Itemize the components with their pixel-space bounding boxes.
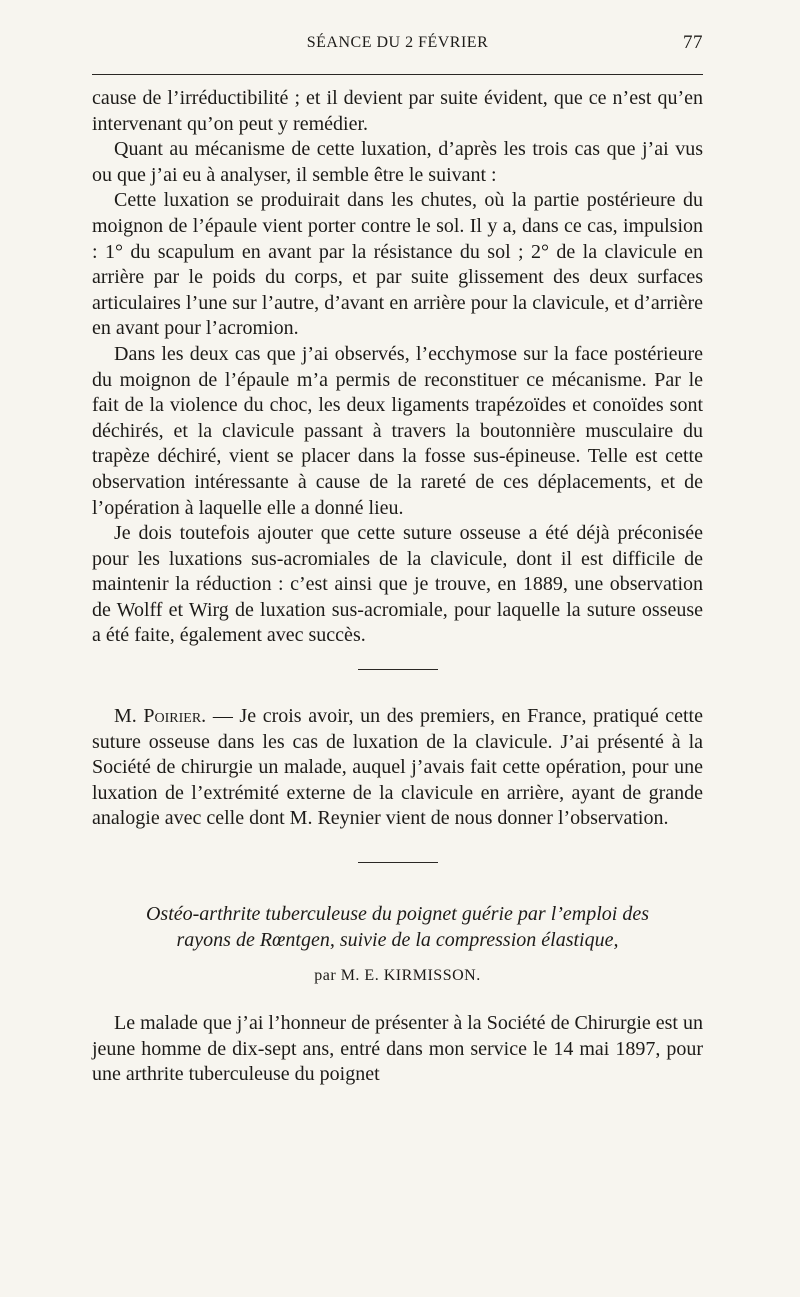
running-title: SÉANCE DU 2 FÉVRIER: [306, 34, 489, 51]
running-head: [92, 34, 703, 58]
article-title-line-2: rayons de Rœntgen, suivie de la compression élastique,: [176, 929, 619, 952]
header-rule: [92, 74, 703, 75]
paragraph-5: Je dois toutefois ajouter que cette suture osseuse a été déjà préconisée pour les luxations sus-acromiales de la clavicule, dont il est difficile de maintenir la réduction : c’est ainsi que je trouve, en 1889, une observation de Wolff et Wirg de luxation sus-acromiale, pour laquelle la suture osseuse a été faite, également avec succès.: [92, 522, 703, 647]
paragraph-2: Quant au mécanisme de cette luxation, d’après les trois cas que j’ai vus ou que j’ai eu à analyser, il semble être le suivant :: [92, 138, 703, 186]
page-body: [92, 86, 703, 1088]
poirier-paragraph: [92, 704, 703, 832]
article-title-line-1: Ostéo-arthrite tuberculeuse du poignet guérie par l’emploi des: [145, 903, 650, 926]
speaker-name: M. Poirier.: [114, 705, 207, 728]
page-number: 77: [683, 32, 703, 53]
article-byline: par M. E. KIRMISSON.: [314, 967, 481, 985]
paragraph-3: Cette luxation se produirait dans les chutes, où la partie postérieure du moignon de l’épaule vient porter contre le sol. Il y a, dans ce cas, impulsion : 1° du scapulum en avant par la résistance du sol ; 2° de la clavicule en arrière par le poids du corps, et par suite glissement des deux surfaces articulaires l’une sur l’autre, d’avant en arrière pour la clavicule, et d’arrière en avant pour l’acromion.: [92, 189, 703, 340]
poirier-text: — Je crois avoir, un des premiers, en France, pratiqué cette suture osseuse dans les cas de luxation de la clavicule. J’ai présenté à la Société de chirurgie un malade, auquel j’avais fait cette opération, pour une luxation de l’extrémité externe de la clavicule en arrière, ayant de grande analogie avec celle dont M. Reynier vient de nous donner l’observation.: [92, 705, 703, 830]
paragraph-1: cause de l’irréductibilité ; et il devient par suite évident, que ce n’est qu’en intervenant qu’on peut y remédier.: [92, 87, 703, 135]
article-first-paragraph: Le malade que j’ai l’honneur de présenter à la Société de Chirurgie est un jeune homme de dix-sept ans, entré dans mon service le 14 mai 1897, pour une arthrite tuberculeuse du poignet: [92, 1012, 703, 1086]
paragraph-4: Dans les deux cas que j’ai observés, l’ecchymose sur la face postérieure du moignon de l’épaule m’a permis de reconstituer ce mécanisme. Par le fait de la violence du choc, les deux ligaments trapézoïdes et conoïdes sont déchirés, et la clavicule passant à travers la boutonnière musculaire du trapèze déchiré, vient se placer dans la fosse sus-épineuse. Telle est cette observation intéressante à cause de la rareté de ces déplacements, et de l’opération à laquelle elle a donné lieu.: [92, 342, 703, 519]
